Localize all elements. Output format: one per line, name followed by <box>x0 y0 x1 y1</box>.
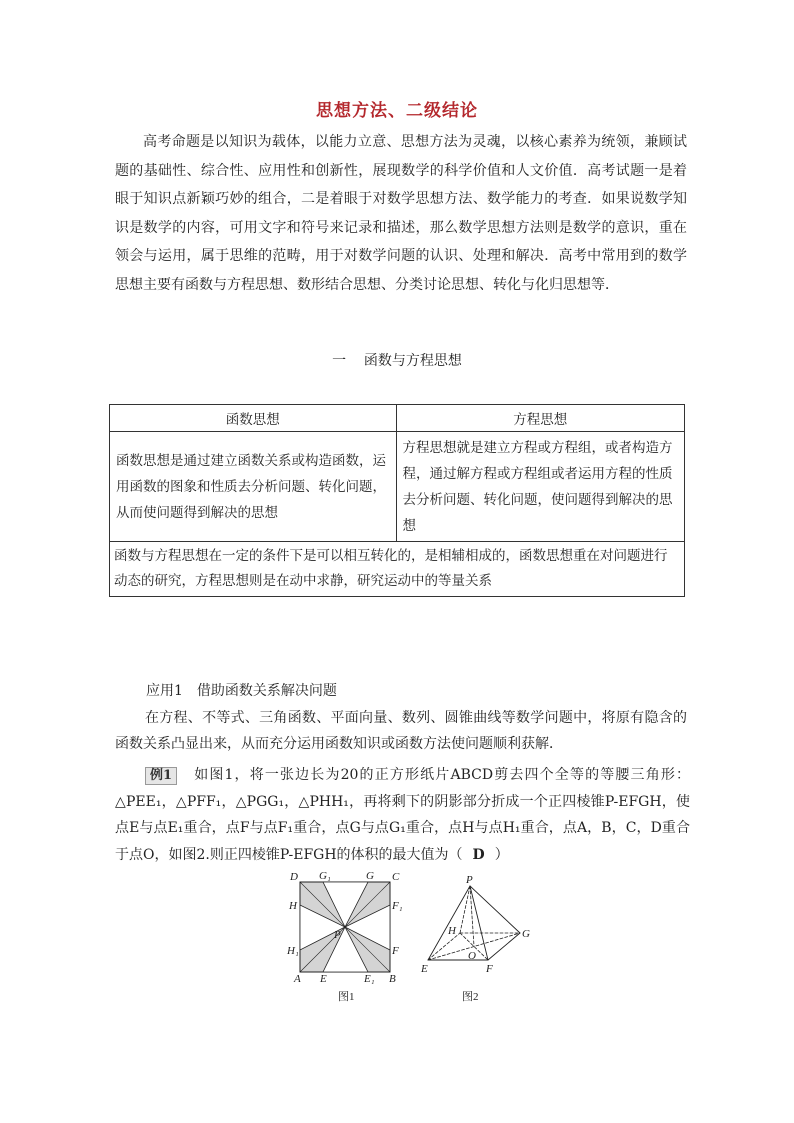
label-p: P <box>334 929 341 941</box>
table-header-equation: 方程思想 <box>396 405 685 432</box>
label-g: G <box>522 928 530 940</box>
table-footer-row <box>110 542 685 597</box>
example-answer: D <box>472 846 485 863</box>
table-cell-function: 函数思想是通过建立函数关系或构造函数，运用函数的图象和性质去分析问题、转化问题，从而使问题得到解决的思想 <box>110 432 397 542</box>
label-o: O <box>468 950 476 962</box>
edge-ph <box>460 886 470 933</box>
label-a: A <box>294 973 301 985</box>
application-title: 应用1 借助函数关系解决问题 <box>146 683 337 699</box>
example-badge: 例1 <box>145 767 177 785</box>
example-close-paren: ） <box>494 846 509 863</box>
figure-1 <box>286 868 406 1008</box>
intro-paragraph: 高考命题是以知识为载体，以能力立意、思想方法为灵魂，以核心素养为统领，兼顾试题的基础性、综合性、应用性和创新性，展现数学的科学价值和人文价值．高考试题一是着眼于知识点新颖巧妙的组合，二是着眼于对数学思想方法、数学能力的考查．如果说数学知识是数学的内容，可用文字和符号来记录和描述，那么数学思想方法则是数学的意识，重在领会与运用，属于思维的范畴，用于对数学问题的认识、处理和解决．高考中常用到的数学思想主要有函数与方程思想、数形结合思想、分类讨论思想、转化与化归思想等． <box>115 134 687 293</box>
table-cell-equation: 方程思想就是建立方程或方程组，或者构造方程，通过解方程或方程组或者运用方程的性质去分析问题、转化问题，使问题得到解决的思想 <box>396 432 685 542</box>
label-f: F <box>392 945 399 957</box>
section-name: 函数与方程思想 <box>363 353 462 369</box>
table-header-function: 函数思想 <box>110 405 397 432</box>
example-block <box>115 762 690 868</box>
label-h: H <box>448 925 456 937</box>
label-h: H <box>289 900 297 912</box>
edge-eh <box>428 933 460 960</box>
label-e: E <box>421 963 428 975</box>
figure-2-caption: 图2 <box>462 991 479 1003</box>
figure-2 <box>418 868 548 1008</box>
label-d: D <box>290 871 298 883</box>
label-p: P <box>466 874 473 886</box>
label-h1: H₁ <box>287 945 299 957</box>
example-text: 如图1，将一张边长为20的正方形纸片ABCD剪去四个全等的等腰三角形：△PEE₁，△PFF₁，△PGG₁，△PHH₁，再将剩下的阴影部分折成一个正四棱锥P-EFGH，使点E与点E₁重合，点F与点F₁重合，点G与点G₁重合，点H与点H₁重合，点A，B，C，D重合于点O，如图2.则正四棱锥P-EFGH的体积的最大值为（ <box>115 767 690 863</box>
table-footer-cell: 函数与方程思想在一定的条件下是可以相互转化的，是相辅相成的，函数思想重在对问题进行动态的研究，方程思想则是在动中求静，研究运动中的等量关系 <box>110 542 685 597</box>
edge-pg <box>470 886 520 933</box>
label-g1: G₁ <box>319 870 331 882</box>
label-e: E <box>320 973 327 985</box>
label-f1: F₁ <box>392 900 403 912</box>
label-b: B <box>389 973 396 985</box>
edge-pe <box>428 886 470 960</box>
section-heading <box>0 350 794 370</box>
document-title: 思想方法、二级结论 <box>316 101 478 121</box>
table-row <box>110 432 685 542</box>
label-e1: E₁ <box>364 973 375 985</box>
label-c: C <box>392 871 400 883</box>
edge-fg <box>488 933 520 960</box>
label-f: F <box>486 963 493 975</box>
figure-1-caption: 图1 <box>338 991 355 1003</box>
comparison-table <box>109 404 685 597</box>
application-description: 在方程、不等式、三角函数、平面向量、数列、圆锥曲线等数学问题中，将原有隐含的函数关系凸显出来，从而充分运用函数知识或函数方法使问题顺利获解． <box>115 710 687 752</box>
label-g: G <box>366 870 374 882</box>
section-number: 一 <box>332 353 347 369</box>
table-header-row <box>110 405 685 432</box>
